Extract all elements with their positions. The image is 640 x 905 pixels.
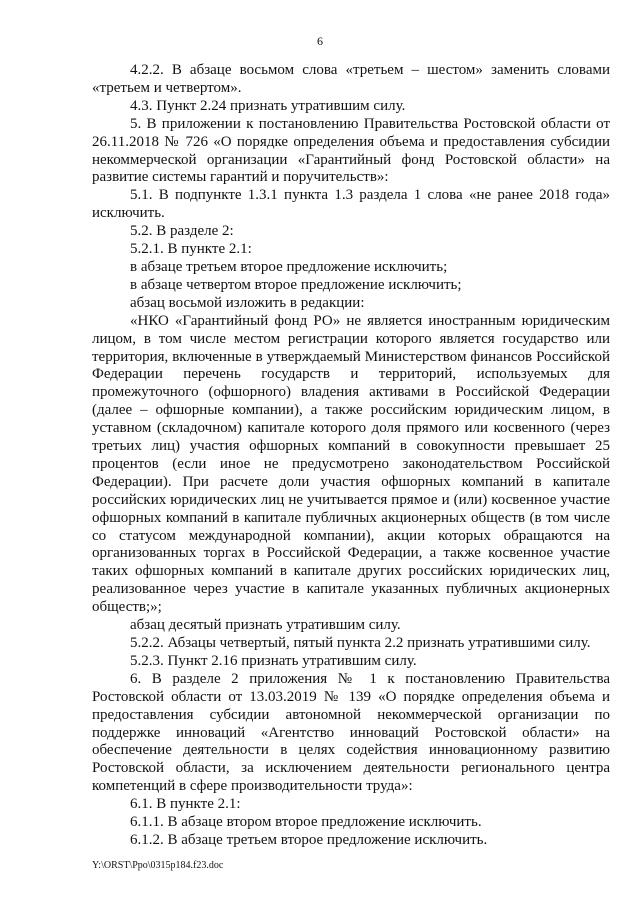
paragraph: 4.2.2. В абзаце восьмом слова «третьем – шестом» заменить словами «третьем и четвертом». — [92, 62, 610, 96]
document-body — [92, 62, 610, 850]
paragraph: в абзаце третьем второе предложение исключить; — [130, 258, 448, 275]
paragraph: 5.1. В подпункте 1.3.1 пункта 1.3 раздела 1 слова «не ранее 2018 года» исключить. — [92, 187, 610, 222]
paragraph: 5.2.3. Пункт 2.16 признать утратившим силу. — [130, 652, 417, 669]
footer-file-path: Y:\ORST\Ppo\0315p184.f23.doc — [92, 860, 224, 871]
paragraph: 6. В разделе 2 приложения № 1 к постановлению Правительства Ростовской области от 13.03.2019 № 139 «О порядке определения объема и предоставления субсидии автономной некоммерческой организации по поддержке инноваций «Агентство инноваций Ростовской области» на обеспечение деятельности в целях содействия инновационному развитию Ростовской области, за исключением деятельности регионального центра компетенций в сфере производительности труда»: — [92, 670, 610, 795]
paragraph: 5.2.2. Абзацы четвертый, пятый пункта 2.2 признать утратившими силу. — [130, 635, 591, 651]
paragraph: абзац десятый признать утратившим силу. — [130, 617, 401, 634]
page-number: 6 — [317, 34, 323, 48]
paragraph: 6.1. В пункте 2.1: — [130, 796, 241, 813]
paragraph: 5.2.1. В пункте 2.1: — [130, 241, 252, 258]
paragraph-quote: «НКО «Гарантийный фонд РО» не является иностранным юридическим лицом, в том числе местом регистрации которого является государство или территория, включенные в утверждаемый Министерством финансов Российской Федерации перечень государств и территорий, используемых для промежуточного (офшорного) владения активами в Российской Федерации (далее – офшорные компании), а также российским юридическим лицом, в уставном (складочном) капитале которого доля прямого или косвенного (через третьих лиц) участия офшорных компаний в совокупности превышает 25 процентов (если иное не предусмотрено законодательством Российской Федерации). При расчете доли участия офшорных компаний в капитале российских юридических лиц не учитывается прямое и (или) косвенное участие офшорных компаний в капитале публичных акционерных обществ (в том числе со статусом международной компании), акции которых обращаются на организованных торгах в Российской Федерации, а также косвенное участие таких офшорных компаний в капитале других российских юридических лиц, реализованное через участие в капитале указанных публичных акционерных обществ;»; — [92, 312, 610, 616]
paragraph: 6.1.2. В абзаце третьем второе предложение исключить. — [130, 831, 488, 848]
paragraph: 6.1.1. В абзаце втором второе предложение исключить. — [130, 814, 482, 831]
paragraph: 4.3. Пункт 2.24 признать утратившим силу. — [130, 97, 406, 114]
paragraph: абзац восьмой изложить в редакции: — [130, 294, 365, 311]
paragraph: в абзаце четвертом второе предложение исключить; — [130, 276, 462, 293]
paragraph: 5. В приложении к постановлению Правительства Ростовской области от 26.11.2018 № 726 «О порядке определения объема и предоставления субсидии некоммерческой организации «Гарантийный фонд Ростовской области» на развитие системы гарантий и поручительств»: — [92, 115, 610, 186]
paragraph: 5.2. В разделе 2: — [130, 223, 234, 240]
